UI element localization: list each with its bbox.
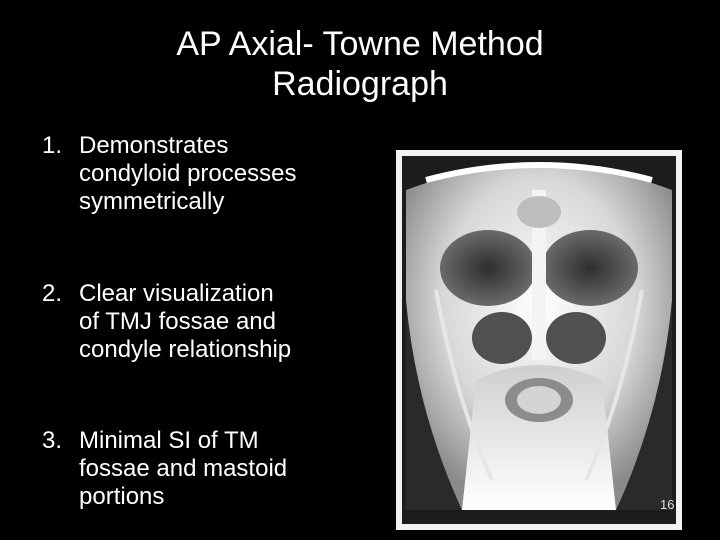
list-item — [42, 132, 372, 216]
item-line: Clear visualization — [79, 280, 274, 307]
item-line: Minimal SI of TM — [79, 427, 259, 454]
radiograph-image — [396, 150, 682, 530]
slide-title — [0, 24, 720, 104]
item-line: condyloid processes — [79, 160, 297, 187]
radiograph-graphic — [396, 150, 682, 530]
title-line-2: Radiograph — [272, 65, 448, 103]
title-line-1: AP Axial- Towne Method — [176, 25, 544, 63]
item-line: of TMJ fossae and — [79, 308, 276, 335]
item-line: condyle relationship — [79, 336, 292, 363]
item-line: Demonstrates — [79, 132, 229, 159]
list-item — [42, 280, 372, 364]
item-line: symmetrically — [79, 188, 225, 215]
item-number: 2. — [42, 280, 63, 307]
page-number: 16 — [660, 497, 675, 512]
item-number: 1. — [42, 132, 63, 159]
item-line: portions — [79, 483, 165, 510]
item-line: fossae and mastoid — [79, 455, 288, 482]
list-item — [42, 427, 372, 511]
item-number: 3. — [42, 427, 63, 454]
